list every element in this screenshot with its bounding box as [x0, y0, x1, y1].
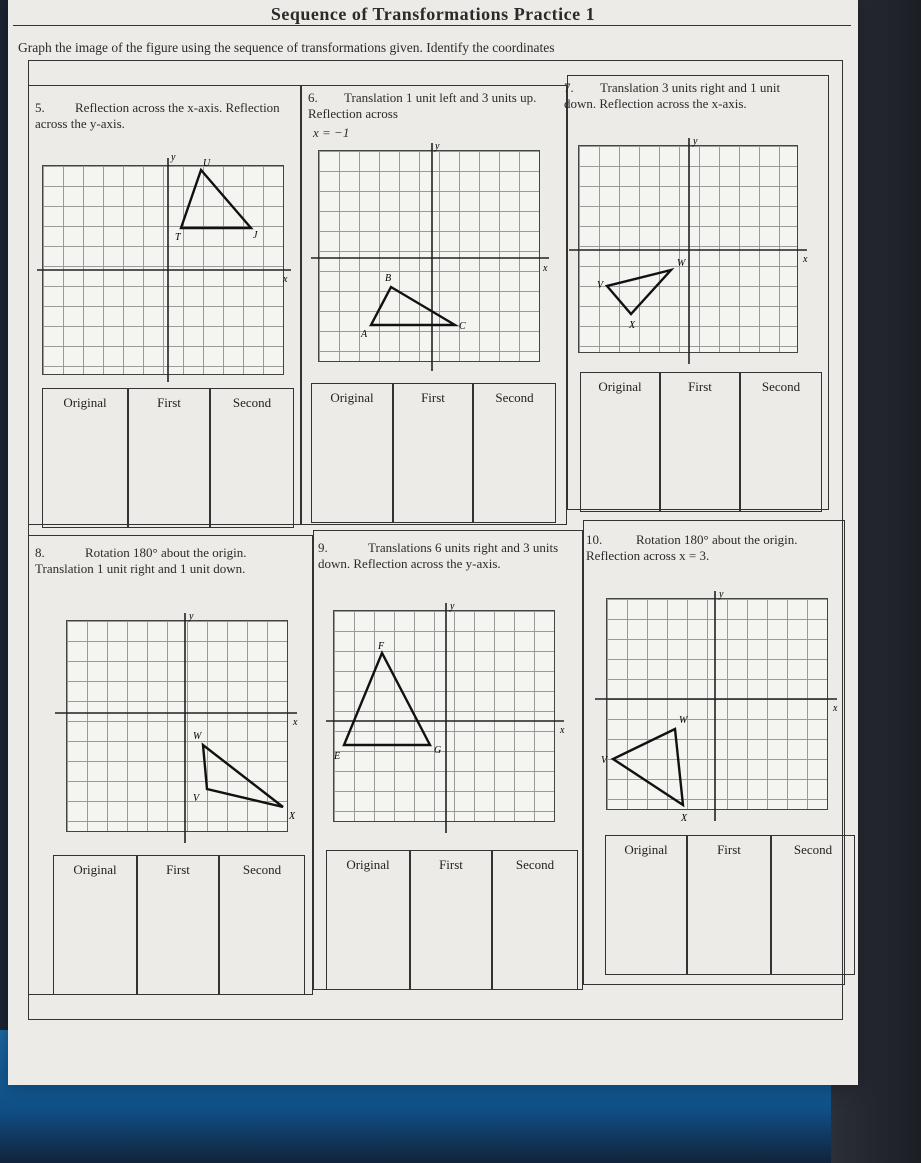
problem-7-point-v: V [597, 280, 604, 291]
problem-10-text: Rotation 180° about the origin. Reflection across x = 3. [586, 532, 798, 563]
problem-9-first-box[interactable]: First [410, 850, 492, 990]
problem-10-first-box[interactable]: First [687, 835, 771, 975]
problem-10-grid [601, 589, 838, 824]
problem-10-original-box[interactable]: Original [605, 835, 687, 975]
problem-7-answers [580, 372, 822, 512]
problem-10-second-box[interactable]: Second [771, 835, 855, 975]
problem-6-point-b: B [385, 273, 392, 284]
problem-9-original-box[interactable]: Original [326, 850, 410, 990]
problem-5-answers [42, 388, 294, 528]
problem-5-text: Reflection across the x-axis. Reflection across the y-axis. [35, 100, 280, 131]
problem-5-grid [42, 152, 288, 375]
problem-10-x-label: x [833, 703, 838, 714]
problem-9-number: 9. [318, 540, 328, 555]
problem-7-y-label: y [693, 136, 698, 147]
problem-8-text: Rotation 180° about the origin. Translation 1 unit right and 1 unit down. [35, 545, 247, 576]
problem-7-point-x: X [629, 320, 636, 331]
problem-9-second-box[interactable]: Second [492, 850, 578, 990]
worksheet [8, 0, 858, 1085]
problem-5-second-box[interactable]: Second [210, 388, 294, 528]
problem-6-point-c: C [459, 321, 466, 332]
problem-8-x-label: x [293, 717, 298, 728]
problem-10-y-label: y [719, 589, 724, 600]
problem-10-point-x: X [681, 813, 688, 824]
problem-9-x-label: x [560, 725, 565, 736]
problem-10-point-v: V [601, 755, 608, 766]
problem-7-x-label: x [803, 254, 808, 265]
problem-8-graph [67, 611, 298, 833]
problem-6-y-label: y [435, 141, 440, 152]
problem-8-number: 8. [35, 545, 45, 560]
problem-7-grid [578, 136, 808, 353]
problem-8-y-label: y [189, 611, 194, 622]
problem-8-original-box[interactable]: Original [53, 855, 137, 995]
problem-9-text: Translations 6 units right and 3 units down. Reflection across the y-axis. [318, 540, 559, 571]
problem-6-grid [318, 141, 548, 362]
worksheet-title: Sequence of Transformations Practice 1 [270, 4, 596, 24]
problem-7-text: Translation 3 units right and 1 unit down. Reflection across the x-axis. [564, 80, 781, 111]
problem-7-graph [579, 136, 808, 354]
problem-5-point-u: U [203, 158, 211, 169]
problem-8-point-x: X [289, 811, 296, 822]
problem-8-answers [53, 855, 305, 995]
problem-6-second-box[interactable]: Second [473, 383, 556, 523]
problem-8-first-box[interactable]: First [137, 855, 219, 995]
problem-5-point-j: J [253, 230, 258, 241]
problem-6-text: Translation 1 unit left and 3 units up. Reflection across [308, 90, 537, 121]
problem-8-point-v: V [193, 793, 200, 804]
problem-10-answers [605, 835, 855, 975]
problem-9-y-label: y [450, 601, 455, 612]
instructions: Graph the image of the figure using the sequence of transformations given. Identify the coordinates [18, 40, 555, 55]
problem-10-graph [601, 589, 838, 824]
problem-5-original-box[interactable]: Original [42, 388, 128, 528]
problem-9-answers [326, 850, 578, 990]
problem-6-point-a: A [361, 329, 368, 340]
problem-7-number: 7. [564, 80, 574, 95]
problem-6-x-label: x [543, 263, 548, 274]
problem-5-point-t: T [175, 232, 181, 243]
problem-9-point-g: G [434, 745, 442, 756]
problem-6-first-box[interactable]: First [393, 383, 473, 523]
problem-8-grid [66, 611, 298, 832]
problem-7-original-box[interactable]: Original [580, 372, 660, 512]
problem-8-second-box[interactable]: Second [219, 855, 305, 995]
problem-6-equation: x = −1 [313, 125, 350, 140]
problem-5-first-box[interactable]: First [128, 388, 210, 528]
problem-6-number: 6. [308, 90, 318, 105]
problem-5-graph [43, 152, 288, 376]
divider [13, 25, 851, 26]
problem-5-y-label: y [171, 152, 176, 163]
problem-10-number: 10. [586, 532, 603, 547]
problem-6-answers [311, 383, 556, 523]
problem-9-point-f: F [378, 641, 385, 652]
problem-6-graph [319, 141, 548, 363]
problem-9-point-e: E [334, 751, 341, 762]
problem-9-graph [334, 601, 565, 823]
problem-8-point-w: W [193, 731, 202, 742]
problem-6-original-box[interactable]: Original [311, 383, 393, 523]
problem-7-point-w: W [677, 258, 686, 269]
problem-7-second-box[interactable]: Second [740, 372, 822, 512]
problem-5-x-label: x [283, 274, 288, 285]
problem-5-number: 5. [35, 100, 45, 115]
problem-7-first-box[interactable]: First [660, 372, 740, 512]
problem-10-point-w: W [679, 715, 688, 726]
problem-9-grid [333, 601, 565, 822]
